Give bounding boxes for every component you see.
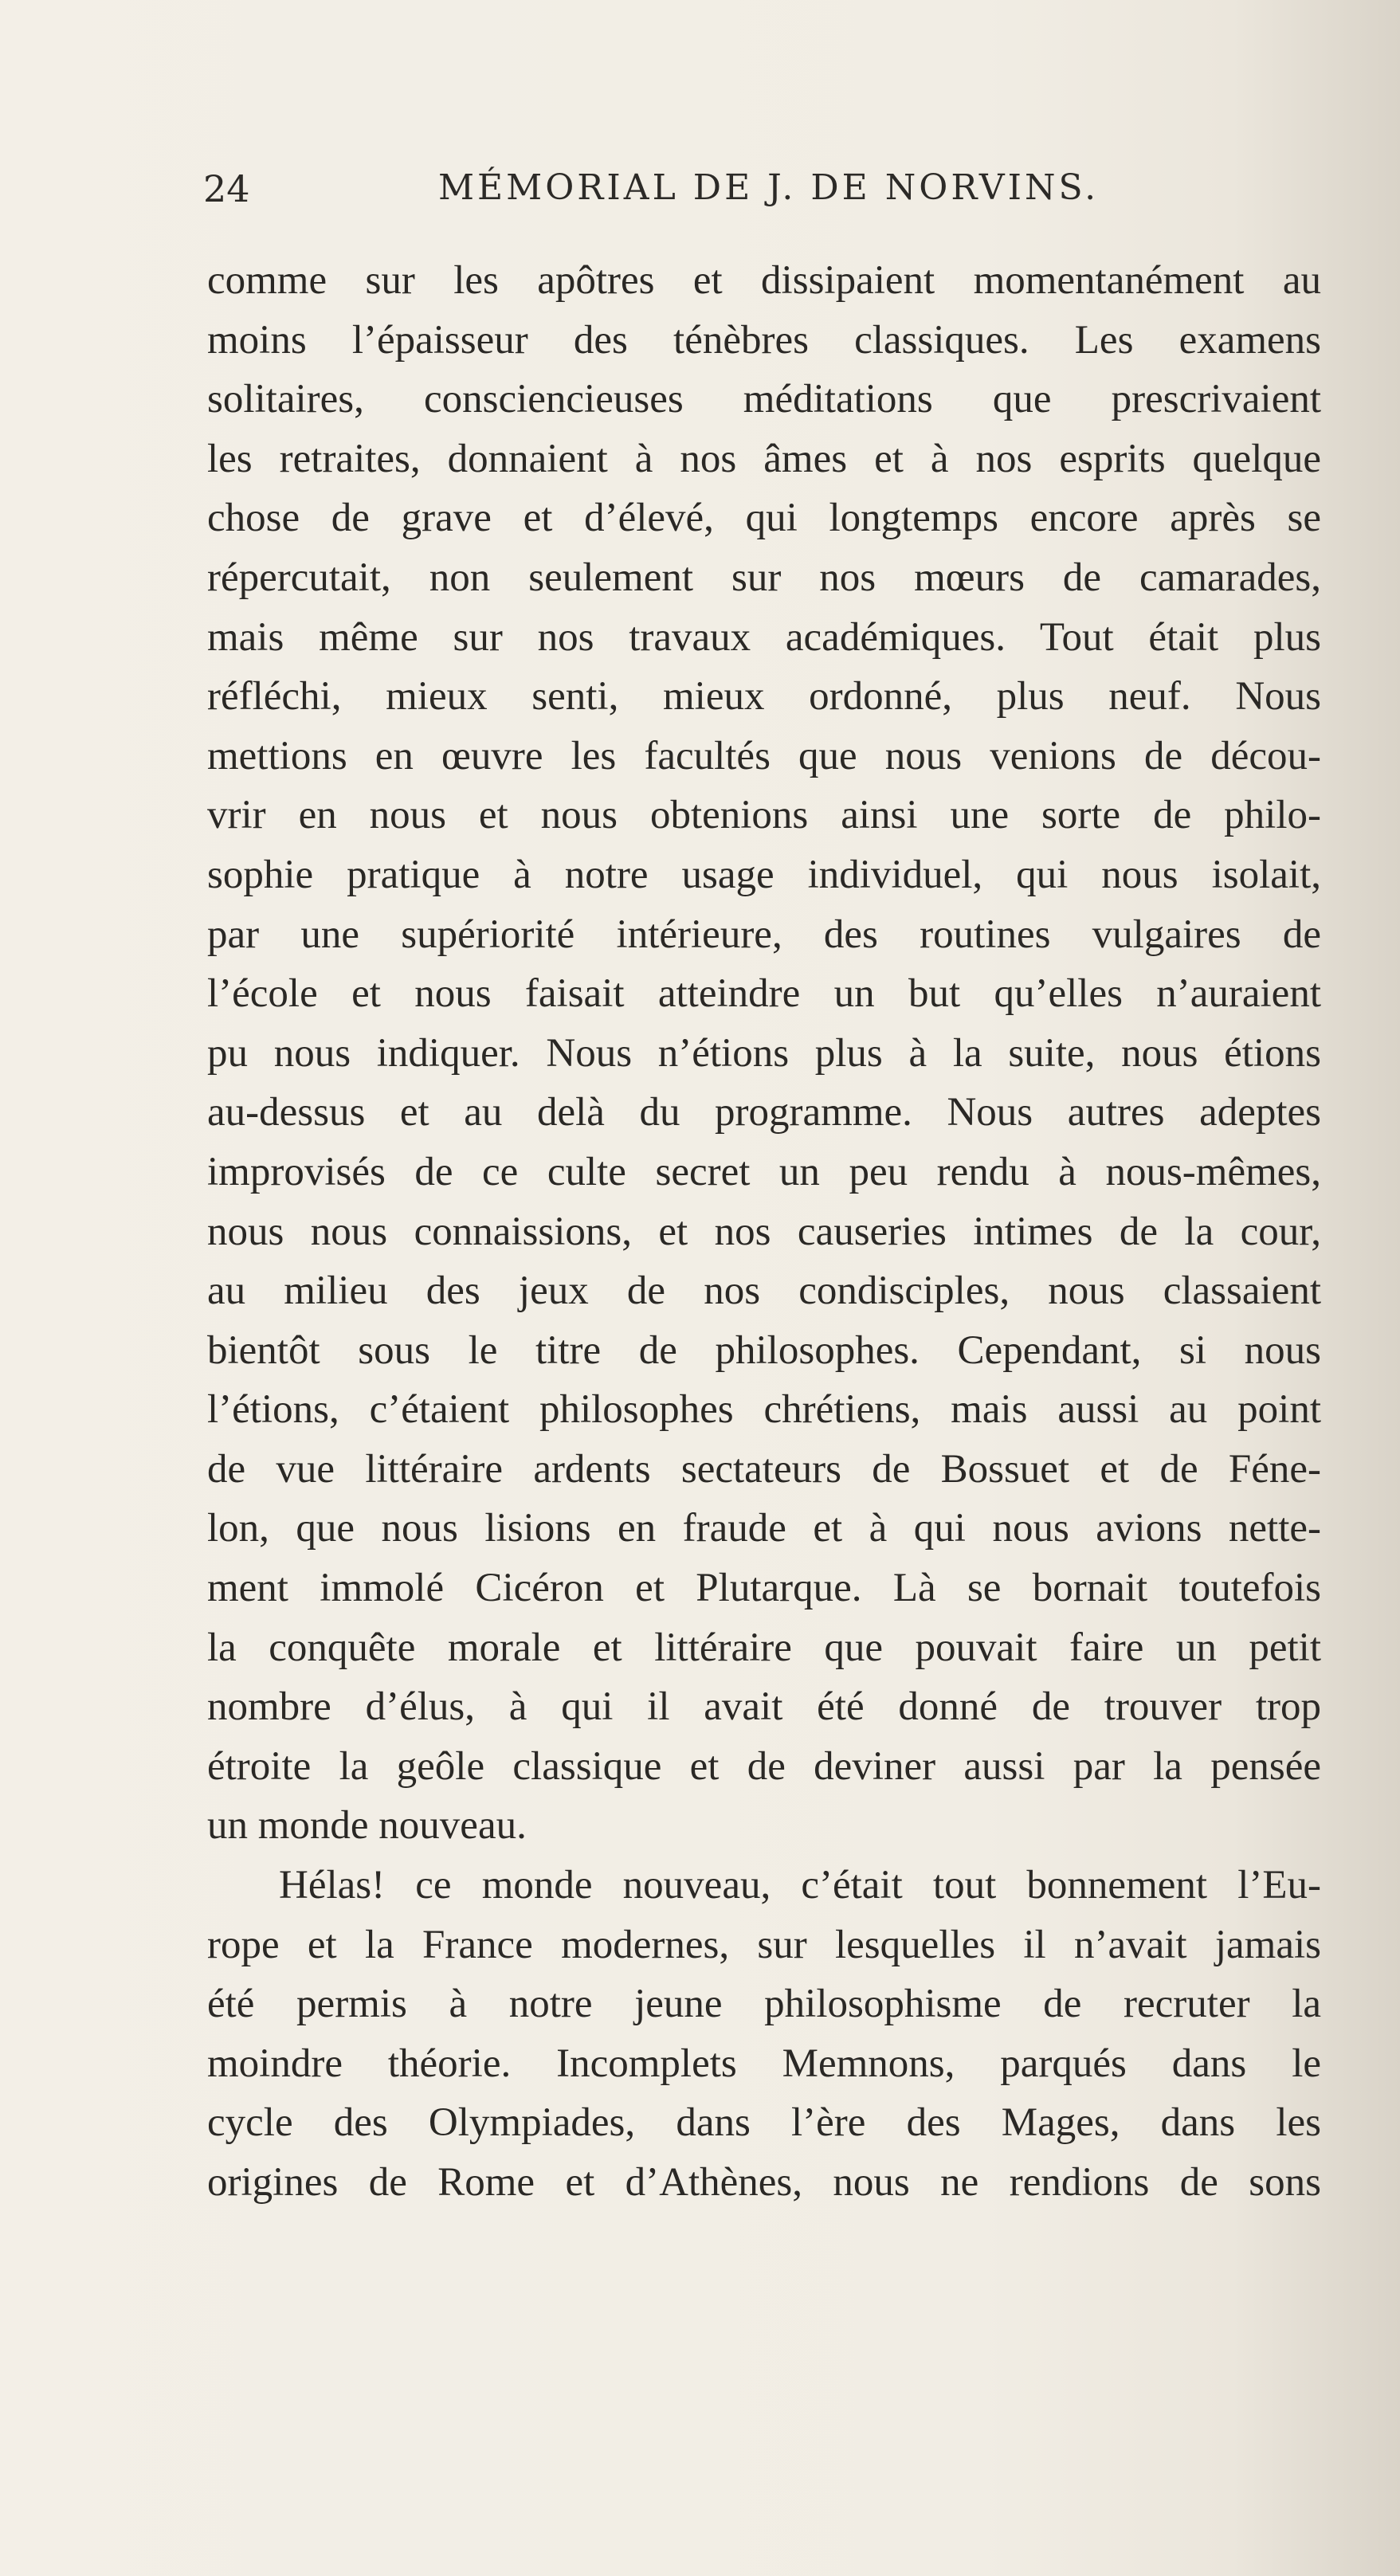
text-line: été permis à notre jeune philosophisme de recruter la xyxy=(207,1982,1321,2027)
text-line: solitaires, consciencieuses méditations que prescrivaient xyxy=(207,377,1321,422)
text-line: nous nous connaissions, et nos causeries intimes de la cour, xyxy=(207,1209,1321,1254)
text-line: l’école et nous faisait atteindre un but qu’elles n’auraient xyxy=(207,971,1321,1017)
text-line: moindre théorie. Incomplets Memnons, parqués dans le xyxy=(207,2041,1321,2086)
body-text xyxy=(207,251,1321,2213)
text-line: pu nous indiquer. Nous n’étions plus à la suite, nous étions xyxy=(207,1030,1321,1076)
text-line: lon, que nous lisions en fraude et à qui nous avions nette- xyxy=(207,1506,1321,1551)
text-line: sophie pratique à notre usage individuel, qui nous isolait, xyxy=(207,852,1321,897)
text-line: réfléchi, mieux senti, mieux ordonné, plus neuf. Nous xyxy=(207,674,1321,719)
text-line: origines de Rome et d’Athènes, nous ne rendions de sons xyxy=(207,2160,1321,2205)
paragraph-2 xyxy=(207,1856,1321,2213)
text-line: étroite la geôle classique et de deviner aussi par la pensée xyxy=(207,1743,1321,1789)
page-header xyxy=(203,167,1319,223)
text-line: de vue littéraire ardents sectateurs de Bossuet et de Féne- xyxy=(207,1446,1321,1492)
text-line: bientôt sous le titre de philosophes. Cependant, si nous xyxy=(207,1327,1321,1373)
text-line: par une supériorité intérieure, des routines vulgaires de xyxy=(207,912,1321,957)
text-line: cycle des Olympiades, dans l’ère des Mages, dans les xyxy=(207,2100,1321,2146)
running-title: MÉMORIAL DE J. DE NORVINS. xyxy=(438,167,1100,208)
text-line: chose de grave et d’élevé, qui longtemps encore après se xyxy=(207,496,1321,541)
text-line: la conquête morale et littéraire que pouvait faire un petit xyxy=(207,1625,1321,1670)
text-line: mettions en œuvre les facultés que nous venions de décou- xyxy=(207,733,1321,778)
paragraph-1 xyxy=(207,251,1321,1856)
text-line: Hélas! ce monde nouveau, c’était tout bonnement l’Eu- xyxy=(279,1863,1321,1908)
text-line: répercutait, non seulement sur nos mœurs de camarades, xyxy=(207,555,1321,600)
text-line: improvisés de ce culte secret un peu rendu à nous-mêmes, xyxy=(207,1149,1321,1194)
text-line: nombre d’élus, à qui il avait été donné de trouver trop xyxy=(207,1684,1321,1730)
text-line: au-dessus et au delà du programme. Nous autres adeptes xyxy=(207,1090,1321,1135)
text-line: mais même sur nos travaux académiques. Tout était plus xyxy=(207,614,1321,660)
text-line: ment immolé Cicéron et Plutarque. Là se bornait toutefois xyxy=(207,1566,1321,1611)
text-line: au milieu des jeux de nos condisciples, nous classaient xyxy=(207,1268,1321,1314)
text-line: un monde nouveau. xyxy=(207,1803,527,1849)
text-line: vrir en nous et nous obtenions ainsi une sorte de philo- xyxy=(207,793,1321,838)
text-line: les retraites, donnaient à nos âmes et à nos esprits quelque xyxy=(207,436,1321,481)
text-line: moins l’épaisseur des ténèbres classiques. Les examens xyxy=(207,317,1321,363)
text-line: comme sur les apôtres et dissipaient momentanément au xyxy=(207,258,1321,303)
page-number: 24 xyxy=(203,167,250,210)
text-line: l’étions, c’étaient philosophes chrétiens, mais aussi au point xyxy=(207,1387,1321,1433)
text-line: rope et la France modernes, sur lesquelles il n’avait jamais xyxy=(207,1922,1321,1967)
